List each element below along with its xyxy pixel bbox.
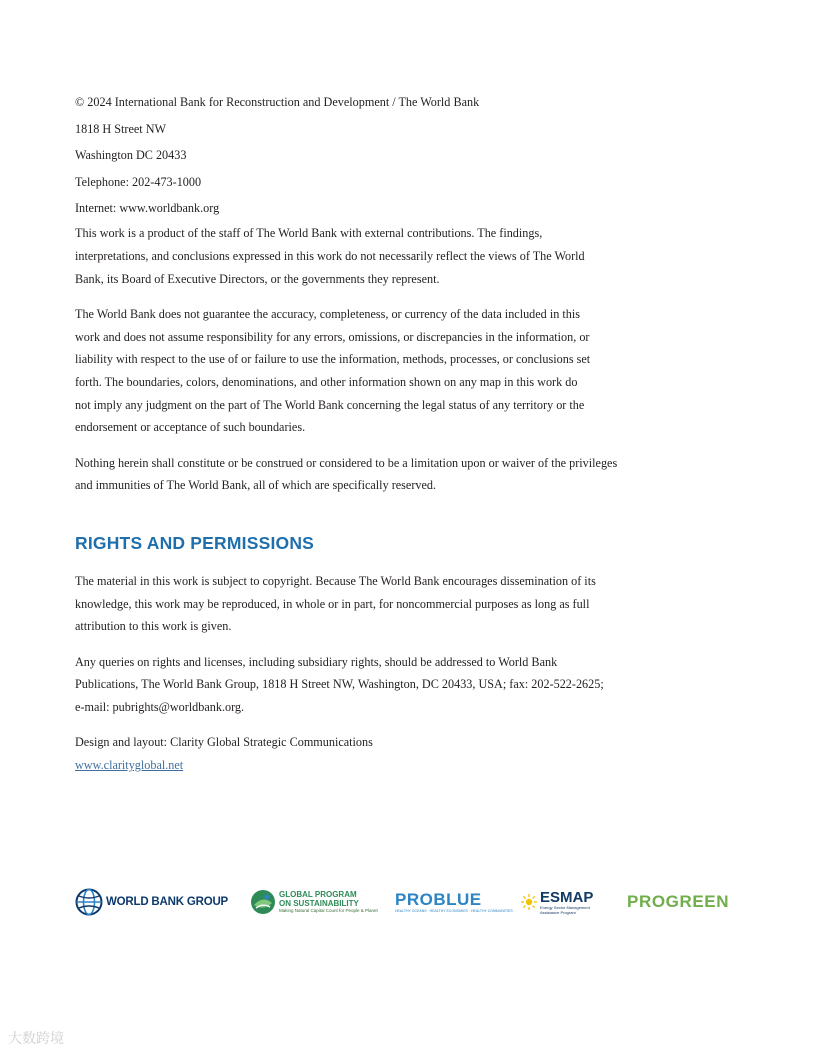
text-line: This work is a product of the staff of The World Bank with external contributions. The findings, (75, 226, 543, 241)
gps-line-1: GLOBAL PROGRAM (279, 890, 357, 899)
telephone-line: Telephone: 202-473-1000 (75, 174, 202, 189)
leaf-globe-icon (250, 889, 276, 915)
rights-paragraph-2 (75, 651, 735, 719)
internet-line: Internet: www.worldbank.org (75, 201, 220, 216)
text-line: liability with respect to the use of or failure to use the information, methods, processes, or conclusions set (75, 352, 591, 367)
problue-logo-text: PROBLUE (395, 890, 482, 909)
text-line: interpretations, and conclusions expressed in this work do not necessarily reflect the views of The World (75, 248, 585, 263)
esmap-tagline-1: Energy Sector Management (540, 904, 590, 910)
esmap-tagline-2: Assistance Program (540, 909, 576, 915)
copyright-line: © 2024 International Bank for Reconstruction and Development / The World Bank (75, 95, 480, 109)
watermark: 大数跨境 (8, 1031, 64, 1047)
rights-heading: RIGHTS AND PERMISSIONS (75, 532, 315, 553)
gps-logo-text (279, 890, 378, 914)
text-line: and immunities of The World Bank, all of which are specifically reserved. (75, 478, 437, 493)
esmap-text-block (540, 890, 593, 915)
text-line: Publications, The World Bank Group, 1818 H Street NW, Washington, DC 20433, USA; fax: 202-522-2625; (75, 677, 604, 692)
text-line: knowledge, this work may be reproduced, in whole or in part, for noncommercial purposes as long as full (75, 596, 590, 611)
esmap-logo-text: ESMAP (540, 888, 594, 906)
text-line: forth. The boundaries, colors, denominations, and other information shown on any map in this work do (75, 374, 578, 389)
street-address: 1818 H Street NW (75, 121, 167, 136)
gps-line-2: ON SUSTAINABILITY (279, 899, 359, 908)
wbg-logo-text: WORLD BANK GROUP (106, 896, 229, 908)
text-line: attribution to this work is given. (75, 619, 232, 634)
clarity-global-link[interactable]: www.clarityglobal.net (75, 758, 184, 773)
city-address: Washington DC 20433 (75, 148, 187, 163)
partner-logos (75, 884, 745, 920)
text-line: Bank, its Board of Executive Directors, or the governments they represent. (75, 271, 440, 286)
document-page (75, 94, 735, 777)
esmap-logo (520, 884, 593, 920)
progreen-logo (627, 884, 729, 920)
progreen-logo-text: PROGREEN (627, 892, 730, 911)
design-credit-text: Design and layout: Clarity Global Strategic Communications (75, 735, 373, 750)
gps-tagline: Making Natural Capital Count for People & Planet (279, 908, 378, 913)
problue-tagline: HEALTHY OCEANS · HEALTHY ECONOMIES · HEALTHY COMMUNITIES (395, 909, 513, 913)
text-line: endorsement or acceptance of such boundaries. (75, 420, 306, 435)
world-bank-group-logo (75, 884, 228, 920)
text-line: The material in this work is subject to copyright. Because The World Bank encourages dissemination of its (75, 573, 596, 588)
disclaimer-paragraph-2 (75, 303, 735, 439)
text-line: The World Bank does not guarantee the accuracy, completeness, or currency of the data included in this (75, 307, 580, 322)
disclaimer-paragraph-1 (75, 222, 735, 290)
globe-icon (75, 888, 103, 916)
text-line: not imply any judgment on the part of The World Bank concerning the legal status of any territory or the (75, 397, 585, 412)
rights-paragraph-1 (75, 570, 735, 638)
sun-icon (520, 893, 538, 911)
text-line: Any queries on rights and licenses, including subsidiary rights, should be addressed to World Bank (75, 654, 558, 669)
text-line: Nothing herein shall constitute or be construed or considered to be a limitation upon or waiver of the privileges (75, 455, 618, 470)
problue-logo (395, 884, 513, 920)
gps-logo (250, 884, 378, 920)
design-credit (75, 731, 735, 776)
disclaimer-paragraph-3 (75, 452, 735, 497)
text-line: work and does not assume responsibility for any errors, omissions, or discrepancies in the information, or (75, 329, 590, 344)
text-line: e-mail: pubrights@worldbank.org. (75, 699, 245, 714)
